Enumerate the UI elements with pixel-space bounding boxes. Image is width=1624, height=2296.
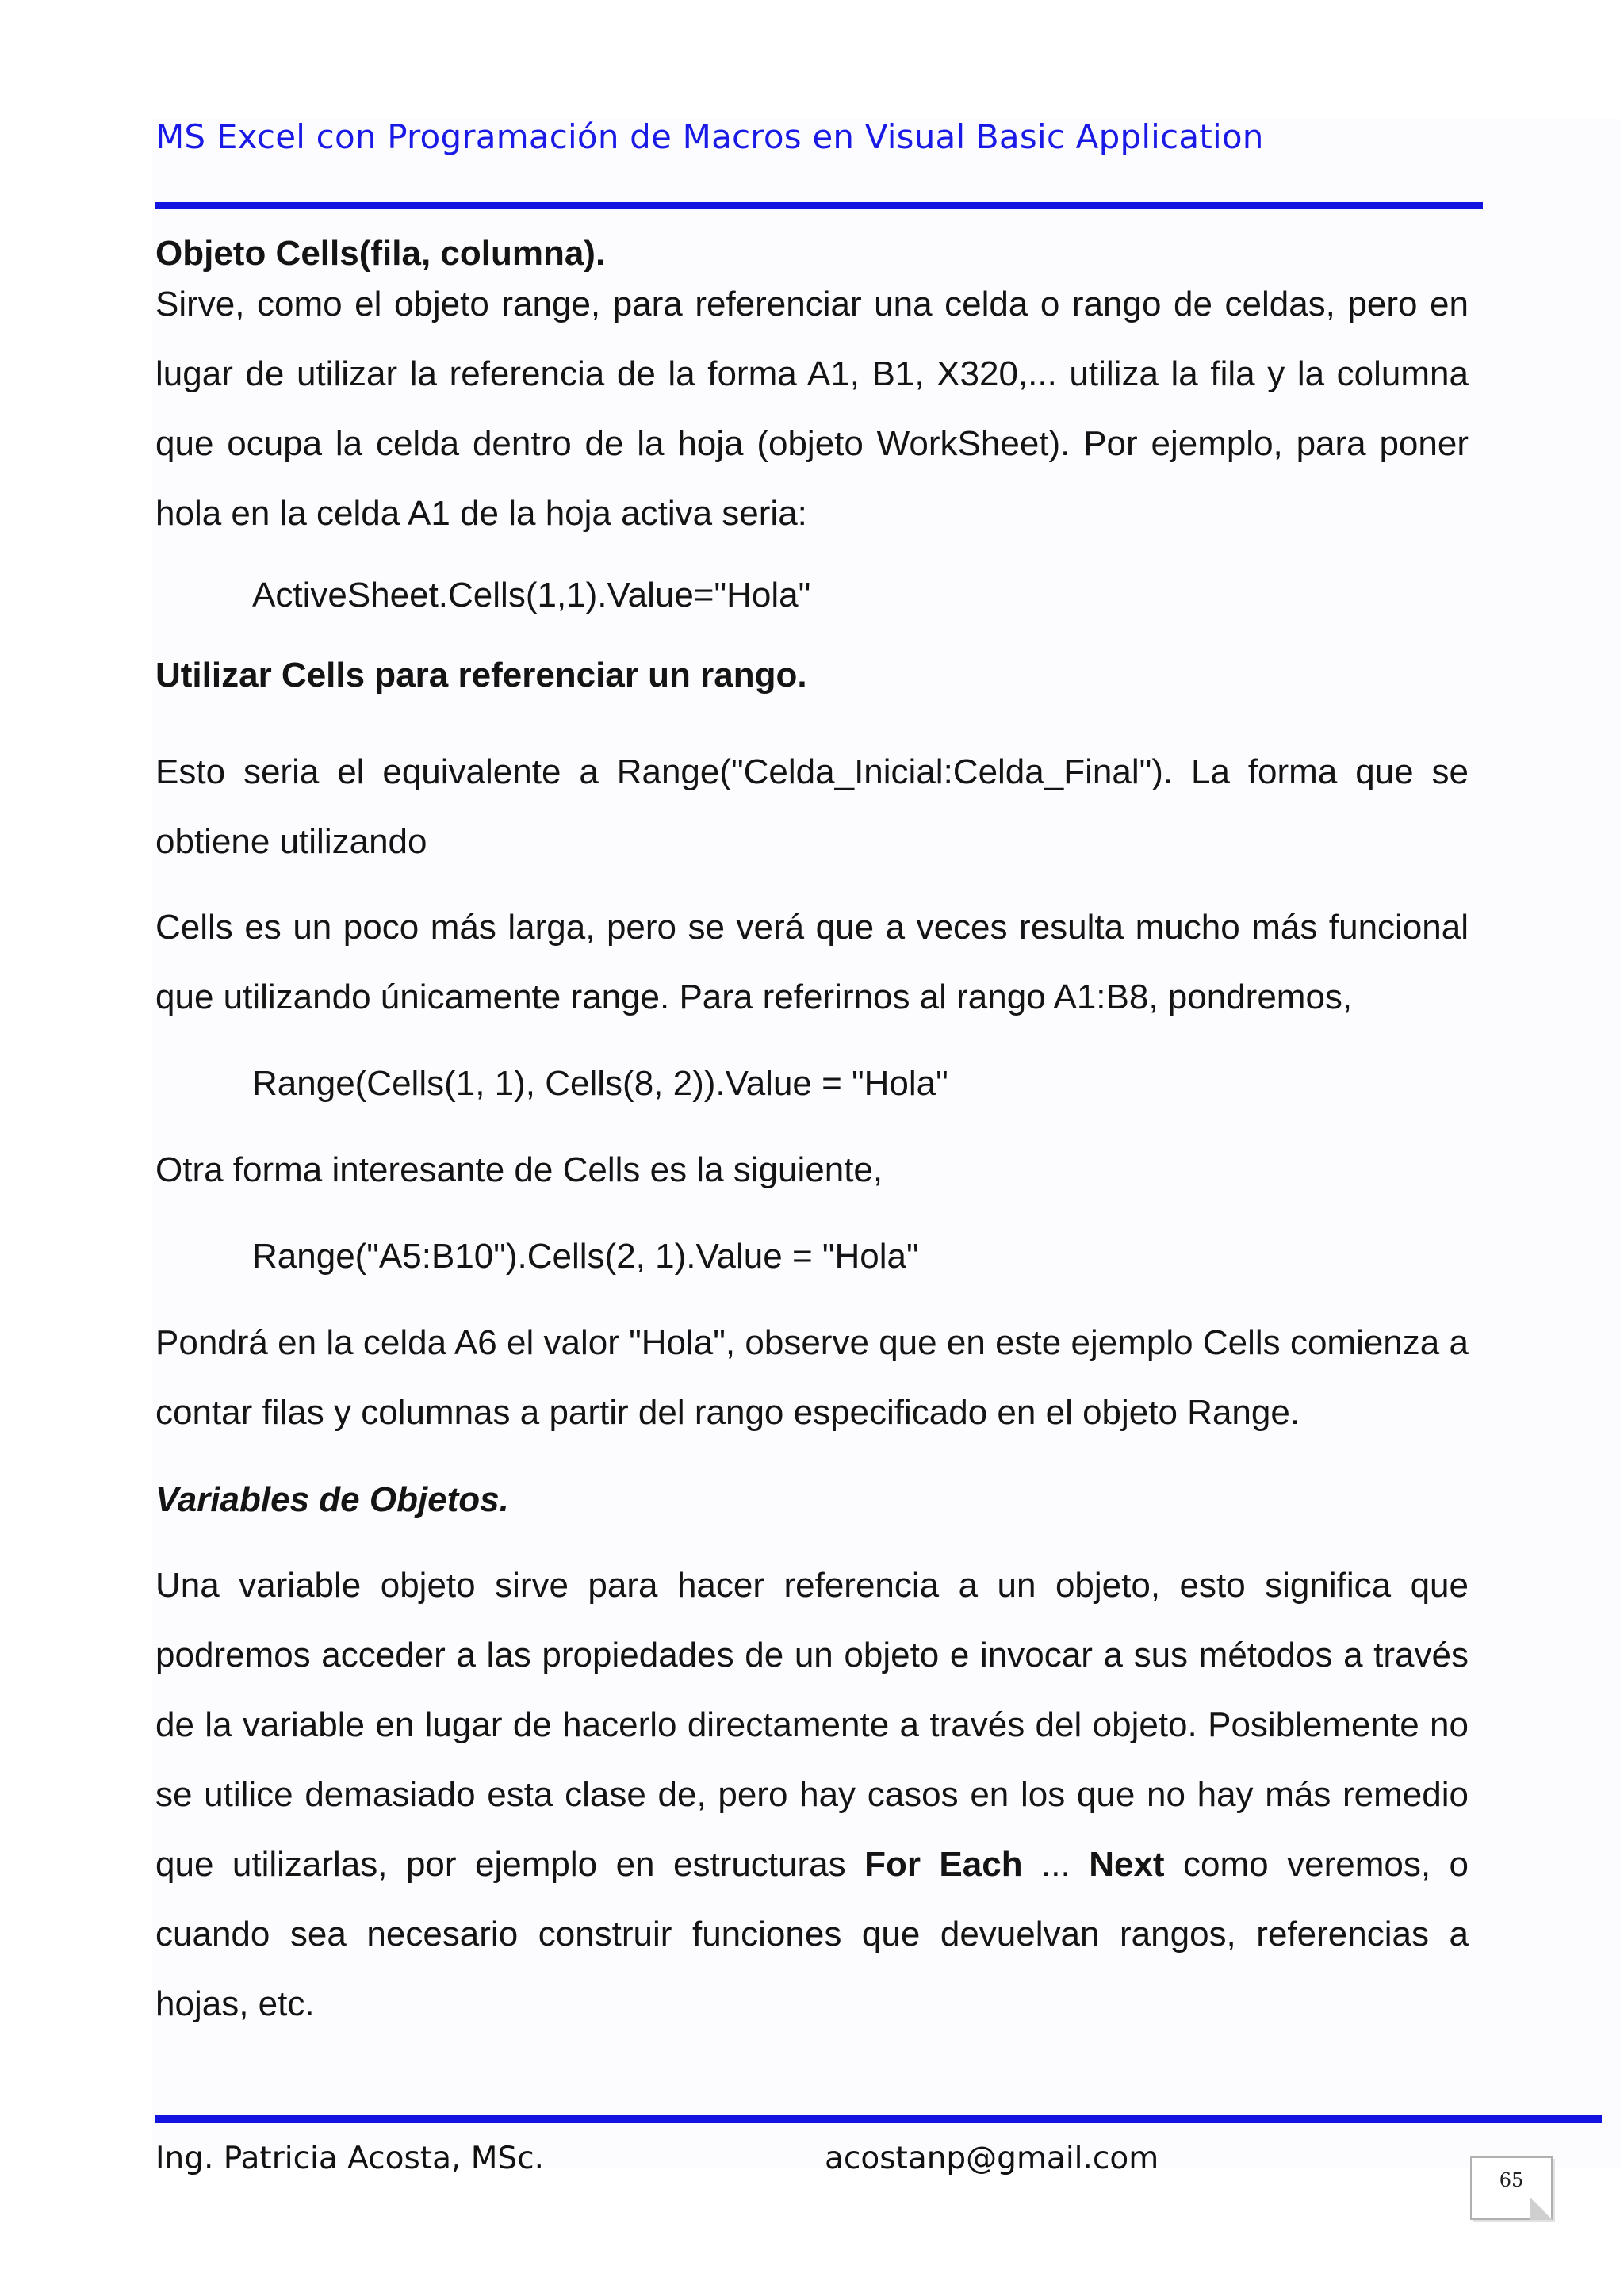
page-number: 65 — [1499, 2169, 1524, 2191]
next-keyword: Next — [1089, 1845, 1165, 1884]
footer-author: Ing. Patricia Acosta, MSc. — [155, 2141, 545, 2176]
cells-range-heading: Utilizar Cells para referenciar un rango. — [155, 656, 807, 695]
code-example-range-cells: Range(Cells(1, 1), Cells(8, 2)).Value = "Hola" — [252, 1064, 948, 1103]
cells-longer-paragraph: Cells es un poco más larga, pero se verá que a veces resulta mucho más funcional que utilizando únicamente range. Para referirnos al rango A1:B8, pondremos, — [155, 908, 1469, 1016]
cells-object-paragraph: Sirve, como el objeto range, para referenciar una celda o rango de celdas, pero en lugar de utilizar la referencia de la forma A1, B1, X320,... utiliza la fila y la columna que ocupa la celda dentro de la hoja (objeto WorkSheet). Por ejemplo, para poner hola en la celda A1 de la hoja activa seria: — [155, 285, 1469, 533]
object-variables-paragraph — [155, 1551, 1469, 2039]
other-form-text: Otra forma interesante de Cells es la siguiente, — [155, 1150, 883, 1189]
footer-email: acostanp@gmail.com — [825, 2141, 1159, 2176]
code-example-active-sheet: ActiveSheet.Cells(1,1).Value="Hola" — [252, 576, 811, 614]
range-equivalent-paragraph: Esto seria el equivalente a Range("Celda_Inicial:Celda_Final"). La forma que se obtiene utilizando — [155, 752, 1469, 861]
object-variables-text-start: Una variable objeto sirve para hacer referencia a un objeto, esto significa que podremos acceder a las propiedades de un objeto e invocar a sus métodos a través de la variable en lugar de hacerlo directamente a través del objeto. Posiblemente no se utilice demasiado esta clase de, pero hay casos en los que no hay más remedio que utilizarlas, por ejemplo en estructuras — [155, 1566, 1469, 1884]
object-variables-heading: Variables de Objetos. — [155, 1480, 509, 1519]
for-each-keyword: For Each — [864, 1845, 1023, 1884]
page-number-box — [1470, 2156, 1553, 2220]
ellipsis-text: ... — [1022, 1845, 1090, 1884]
document-header-title: MS Excel con Programación de Macros en Visual Basic Application — [155, 117, 1264, 156]
page-curl-icon — [1530, 2198, 1553, 2220]
cells-a6-paragraph: Pondrá en la celda A6 el valor "Hola", observe que en este ejemplo Cells comienza a contar filas y columnas a partir del rango especificado en el objeto Range. — [155, 1323, 1469, 1432]
code-example-range-a5-b10: Range("A5:B10").Cells(2, 1).Value = "Hola" — [252, 1237, 919, 1276]
cells-object-heading: Objeto Cells(fila, columna). — [155, 234, 606, 273]
header-divider — [155, 202, 1483, 209]
footer-divider — [155, 2115, 1602, 2123]
object-variables-text-end: como veremos, o cuando sea necesario construir funciones que devuelvan rangos, referencias a hojas, etc. — [155, 1845, 1469, 2023]
